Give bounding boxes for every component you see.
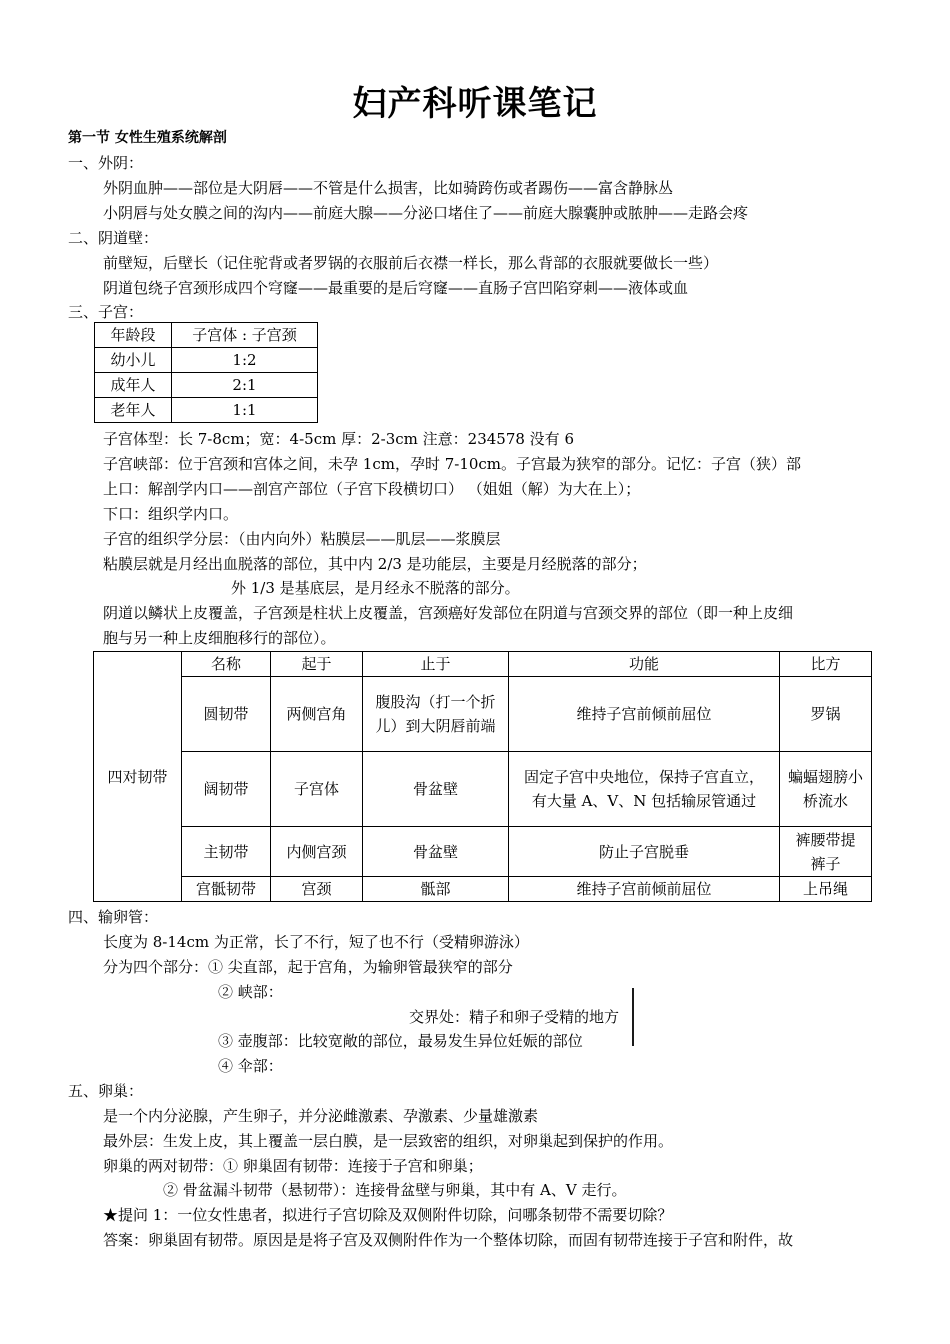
- table-row: [95, 398, 318, 423]
- text-line: 小阴唇与处女膜之间的沟内——前庭大腺——分泌口堵住了——前庭大腺囊肿或脓肿——走路会疼: [103, 204, 749, 222]
- table-cell: 骨盆壁: [363, 827, 509, 877]
- table-row: [95, 373, 318, 398]
- table-cell: 维持子宫前倾前屈位: [509, 877, 780, 902]
- table-cell: 防止子宫脱垂: [509, 827, 780, 877]
- text-line: 外阴血肿——部位是大阴唇——不管是什么损害，比如骑跨伤或者踢伤——富含静脉丛: [103, 179, 674, 197]
- table-cell: 幼小儿: [95, 348, 172, 373]
- table-cell: 内侧宫颈: [271, 827, 363, 877]
- table-cell: 老年人: [95, 398, 172, 423]
- table-cell: 2:1: [172, 373, 318, 398]
- table-cell: 1:2: [172, 348, 318, 373]
- text-line: 胞与另一种上皮细胞移行的部位）。: [103, 629, 336, 647]
- text-line: 前壁短，后壁长（记住驼背或者罗锅的衣服前后衣襟一样长，那么背部的衣服就要做长一些）: [103, 254, 719, 272]
- text-line: 子宫体型：长 7-8cm；宽：4-5cm 厚：2-3cm 注意：234578 没有 6: [103, 430, 574, 448]
- heading-ovary: 五、卵巢：: [68, 1082, 144, 1100]
- table-row: [94, 877, 872, 902]
- table-row: [94, 677, 872, 752]
- text-line: ③ 壶腹部：比较宽敞的部位，最易发生异位妊娠的部位: [218, 1032, 583, 1050]
- table-header-cell: 年龄段: [95, 323, 172, 348]
- text-line: 答案：卵巢固有韧带。原因是是将子宫及双侧附件作为一个整体切除，而固有韧带连接于子宫和附件，故: [103, 1231, 794, 1249]
- ratio-table: [94, 322, 318, 423]
- text-cursor: [632, 988, 634, 1046]
- text-line: 最外层：生发上皮，其上覆盖一层白膜，是一层致密的组织，对卵巢起到保护的作用。: [103, 1132, 674, 1150]
- text-line: 子宫峡部：位于宫颈和宫体之间，未孕 1cm，孕时 7-10cm。子宫最为狭窄的部分。记忆：子宫（狭）部: [103, 455, 802, 473]
- table-cell: 两侧宫角: [271, 677, 363, 752]
- heading-vagina: 二、阴道壁：: [68, 229, 159, 247]
- ligament-table: [93, 651, 872, 902]
- table-cell: 维持子宫前倾前屈位: [509, 677, 780, 752]
- table-cell: 宫颈: [271, 877, 363, 902]
- table-cell: 子宫体: [271, 752, 363, 827]
- table-cell: 1:1: [172, 398, 318, 423]
- heading-fallopian-tube: 四、输卵管：: [68, 908, 159, 926]
- text-line: ★提问 1：一位女性患者，拟进行子宫切除及双侧附件切除，问哪条韧带不需要切除？: [103, 1206, 673, 1224]
- text-line: 外 1/3 是基底层，是月经永不脱落的部分。: [231, 579, 520, 597]
- table-header-cell: 子宫体 : 子宫颈: [172, 323, 318, 348]
- text-line: ④ 伞部：: [218, 1057, 283, 1075]
- heading-uterus: 三、子宫：: [68, 303, 144, 321]
- table-header-cell: 止于: [363, 652, 509, 677]
- table-row: [94, 827, 872, 877]
- text-line: 是一个内分泌腺，产生卵子，并分泌雌激素、孕激素、少量雄激素: [103, 1107, 539, 1125]
- table-row: [95, 348, 318, 373]
- group-label-cell: 四对韧带: [94, 652, 182, 902]
- table-cell: 骨盆壁: [363, 752, 509, 827]
- text-line: 阴道包绕子宫颈形成四个穹窿——最重要的是后穹窿——直肠子宫凹陷穿刺——液体或血: [103, 279, 689, 297]
- table-header-row: [95, 323, 318, 348]
- table-header-cell: 比方: [780, 652, 872, 677]
- table-cell: 阔韧带: [182, 752, 271, 827]
- table-cell: 主韧带: [182, 827, 271, 877]
- text-line: ② 峡部：: [218, 983, 283, 1001]
- table-cell: 罗锅: [780, 677, 872, 752]
- text-line: 上口：解剖学内口——剖宫产部位（子宫下段横切口） （姐姐（解）为大在上）；: [103, 480, 641, 498]
- text-line: 粘膜层就是月经出血脱落的部位，其中内 2/3 是功能层，主要是月经脱落的部分；: [103, 555, 647, 573]
- table-cell: 腹股沟（打一个折儿）到大阴唇前端: [363, 677, 509, 752]
- text-line: 子宫的组织学分层：（由内向外）粘膜层——肌层——浆膜层: [103, 530, 501, 548]
- table-cell: 宫骶韧带: [182, 877, 271, 902]
- table-cell: 圆韧带: [182, 677, 271, 752]
- table-header-row: [94, 652, 872, 677]
- table-header-cell: 名称: [182, 652, 271, 677]
- page-title: 妇产科听课笔记: [352, 84, 598, 124]
- text-line: 下口：组织学内口。: [103, 505, 239, 523]
- table-row: [94, 752, 872, 827]
- table-cell: 裤腰带提裤子: [780, 827, 872, 877]
- table-cell: 蝙蝠翅膀小桥流水: [780, 752, 872, 827]
- text-line: 交界处：精子和卵子受精的地方: [409, 1008, 620, 1026]
- heading-vulva: 一、外阴：: [68, 154, 144, 172]
- text-line: 阴道以鳞状上皮覆盖，子宫颈是柱状上皮覆盖，宫颈癌好发部位在阴道与宫颈交界的部位（即一种上皮细: [103, 604, 794, 622]
- section-heading: 第一节 女性生殖系统解剖: [68, 130, 227, 146]
- table-cell: 上吊绳: [780, 877, 872, 902]
- text-line: ② 骨盆漏斗韧带（悬韧带）：连接骨盆壁与卵巢，其中有 A、V 走行。: [163, 1181, 627, 1199]
- table-cell: 成年人: [95, 373, 172, 398]
- text-line: 卵巢的两对韧带：① 卵巢固有韧带：连接于子宫和卵巢；: [103, 1157, 483, 1175]
- text-line: 长度为 8-14cm 为正常，长了不行，短了也不行（受精卵游泳）: [103, 933, 529, 951]
- table-header-cell: 功能: [509, 652, 780, 677]
- table-cell: 骶部: [363, 877, 509, 902]
- table-header-cell: 起于: [271, 652, 363, 677]
- text-line: 分为四个部分：① 尖直部，起于宫角，为输卵管最狭窄的部分: [103, 958, 513, 976]
- table-cell: 固定子宫中央地位，保持子宫直立，有大量 A、V、N 包括输尿管通过: [509, 752, 780, 827]
